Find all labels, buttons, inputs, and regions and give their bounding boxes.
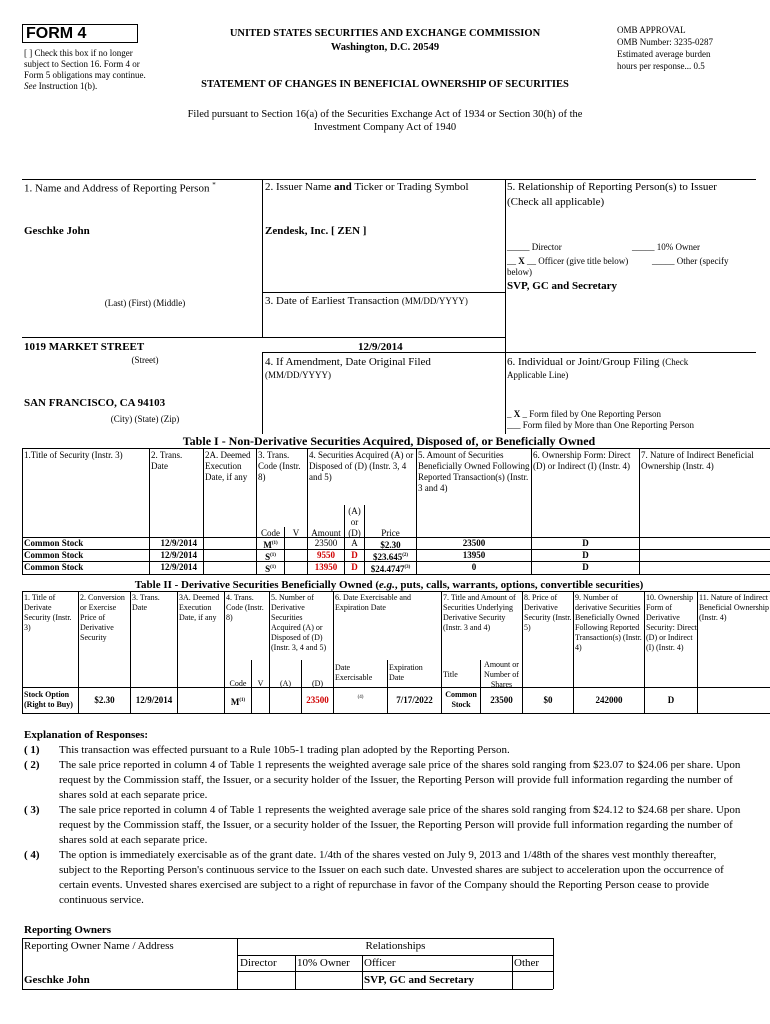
agency-name: UNITED STATES SECURITIES AND EXCHANGE COMMISSION — [229, 28, 541, 39]
street-label: (Street) — [131, 355, 159, 365]
t2-h6: 6. Date Exercisable and Expiration Date — [335, 593, 411, 612]
owners-col-rel: Relationships — [365, 940, 426, 952]
city-label: (City) (State) (Zip) — [110, 414, 180, 424]
t2-h5: 5. Number of Derivative Securities Acquired (A) or Disposed of (D) (Instr. 3, 4 and 5) — [271, 593, 327, 652]
t2-row-expiration: 7/17/2022 — [396, 695, 433, 705]
explanation-item — [24, 758, 744, 803]
t1-h4: 4. Securities Acquired (A) or Disposed of (D) (Instr. 3, 4 and 5) — [309, 450, 414, 482]
more-persons-option: ___ Form filed by More than One Reporting Person — [507, 420, 694, 430]
t2-sub-d: (D) — [311, 679, 324, 688]
t1-row-code — [257, 562, 284, 575]
t2-h4: 4. Trans. Code (Instr. 8) — [226, 593, 264, 622]
t1-row-date: 12/9/2014 — [160, 538, 197, 548]
other-option-2: below) — [507, 267, 532, 277]
t2-row-code-value: M — [230, 697, 240, 707]
street-address: 1019 MARKET STREET — [24, 341, 145, 353]
box1-label — [24, 181, 216, 195]
officer-title: SVP, GC and Secretary — [507, 280, 617, 292]
box4-format: (MM/DD/YYYY) — [265, 370, 331, 380]
issuer-name: Zendesk, Inc. [ ZEN ] — [265, 225, 367, 237]
explanation-text: This transaction was effected pursuant to a Rule 10b5-1 trading plan adopted by the Reporting Person. — [59, 744, 510, 756]
burden-line-2: hours per response... 0.5 — [617, 61, 705, 71]
explanation-list — [24, 743, 744, 908]
box2-label-b: Ticker or Trading Symbol — [354, 181, 469, 193]
t2-row-d: 23500 — [306, 695, 329, 705]
box3-label — [265, 295, 468, 307]
t2-row-und-title: Common Stock — [445, 690, 477, 709]
t2-row-price: $0 — [543, 695, 553, 705]
filed-pursuant-1: Filed pursuant to Section 16(a) of the Securities Exchange Act of 1934 or Section 30(h) of the — [187, 109, 583, 120]
t1-row-title: Common Stock — [24, 550, 84, 560]
box5-sub: (Check all applicable) — [507, 196, 605, 208]
explanation-item — [24, 743, 744, 758]
t1-h2a: 2A. Deemed Execution Date, if any — [205, 450, 251, 482]
t1-row-owned: 0 — [471, 562, 477, 572]
t1-row-amount: 9550 — [317, 550, 335, 560]
t1-h6: 6. Ownership Form: Direct (D) or Indirect (I) (Instr. 4) — [533, 450, 631, 471]
omb-number: OMB Number: 3235-0287 — [617, 37, 713, 47]
t2-sub-exercisable: Date Exercisable — [335, 663, 373, 682]
t2-h1: 1. Title of Derivate Security (Instr. 3) — [24, 593, 72, 632]
one-post: _ Form filed by One Reporting Person — [522, 409, 661, 419]
t1-row-title: Common Stock — [24, 538, 84, 548]
director-option: _____ Director — [507, 242, 562, 252]
checkbox-note-text: [ ] Check this box if no longer subject to Section 16. Form 4 or Form 5 obligations may continue. — [24, 48, 146, 80]
t2-h8: 8. Price of Derivative Security (Instr. 5) — [524, 593, 572, 632]
t2-sub-expiration: Expiration Date — [389, 663, 423, 682]
form-title: FORM 4 — [22, 24, 138, 43]
t2-row-date: 12/9/2014 — [135, 695, 173, 705]
t2-sub-v: V — [257, 679, 264, 688]
box3-label-text: 3. Date of Earliest Transaction — [265, 295, 400, 307]
t1-row-aord: D — [351, 562, 358, 572]
t1-sub-price: Price — [381, 528, 400, 538]
table2-title-eg: e.g. — [379, 579, 395, 591]
t1-h3: 3. Trans. Code (Instr. 8) — [258, 450, 301, 482]
instruction-ref: Instruction 1(b). — [38, 81, 98, 91]
checkbox-note — [24, 48, 152, 92]
name-parts-label: (Last) (First) (Middle) — [104, 298, 186, 308]
t2-sub-a: (A) — [279, 679, 292, 688]
burden-line-1: Estimated average burden — [617, 49, 711, 59]
t1-row-code-value: S — [265, 552, 271, 562]
t2-h7: 7. Title and Amount of Securities Underlying Derivative Security (Instr. 3 and 4) — [443, 593, 516, 632]
t2-sub-title: Title — [443, 670, 458, 679]
reporting-person-name: Geschke John — [24, 225, 90, 237]
ten-pct-option: _____ 10% Owner — [632, 242, 700, 252]
owners-col-ten: 10% Owner — [297, 957, 350, 969]
t2-row-conv: $2.30 — [94, 695, 115, 705]
t1-row-aord: A — [351, 538, 358, 548]
t2-h11: 11. Nature of Indirect Beneficial Ownership (Instr. 4) — [699, 593, 769, 622]
city-state-zip: SAN FRANCISCO, CA 94103 — [24, 397, 166, 409]
omb-approval: OMB APPROVAL — [617, 25, 686, 35]
box6-check: (Check — [662, 357, 689, 367]
explanation-num: ( 4) — [24, 849, 40, 861]
table2-title-a: Table II - Derivative Securities Beneficially Owned ( — [134, 579, 380, 591]
t2-row-exercisable-fn: (4) — [357, 695, 364, 700]
t1-row-code-value: S — [265, 564, 271, 574]
officer-post: __ Officer (give title below) — [527, 256, 629, 266]
statement-title: STATEMENT OF CHANGES IN BENEFICIAL OWNERSHIP OF SECURITIES — [201, 79, 569, 90]
explanation-item — [24, 848, 744, 908]
box1-label-text: 1. Name and Address of Reporting Person — [24, 182, 210, 195]
explanation-text: The sale price reported in column 4 of Table 1 represents the weighted average sale price of the shares sold ranging from $23.07 to $24.06 per share. Upon request by the Commission staff, the Issuer, or a security holder of the Issuer, the Reporting Person will provide full information regarding the number of shares sold at each separate price. — [59, 759, 741, 801]
t2-sub-amount: Amount or Number of Shares — [484, 660, 519, 689]
box6-label — [507, 356, 688, 368]
t1-row-date: 12/9/2014 — [160, 550, 197, 560]
t1-sub-code: Code — [261, 528, 280, 538]
t1-row-owned: 13950 — [462, 550, 486, 560]
t1-row-form: D — [582, 550, 589, 560]
explanation-num: ( 3) — [24, 804, 40, 816]
t1-h2: 2. Trans. Date — [151, 450, 183, 471]
t2-row-code-fn: (1) — [239, 698, 246, 703]
t2-h3a: 3A. Deemed Execution Date, if any — [179, 593, 220, 622]
box6-label-text: 6. Individual or Joint/Group Filing — [507, 356, 660, 368]
earliest-transaction-date: 12/9/2014 — [358, 341, 403, 353]
box4-label: 4. If Amendment, Date Original Filed — [265, 356, 431, 368]
owners-heading: Reporting Owners — [24, 924, 112, 936]
t2-row-owned: 242000 — [595, 695, 623, 705]
box6-sub: Applicable Line) — [507, 370, 569, 380]
explanation-heading: Explanation of Responses: — [24, 729, 149, 741]
t1-row-date: 12/9/2014 — [160, 562, 197, 572]
t1-row-code-fn: (1) — [271, 541, 278, 546]
t2-row-und-amount: 23500 — [490, 695, 513, 705]
t1-row-price-fn: (2) — [402, 553, 409, 558]
explanation-text: The option is immediately exercisable as of the grant date. 1/4th of the shares vested on July 9, 2013 and 1/48th of the shares vest monthly thereafter, subject to the Reporting Person's continuous service to the Issuer on each such date. Unvested shares are subject to acceleration upon the occurrence of certain events. Unvested shares exercised are subject to a right of repurchase in favor of the Company should the Reporting Person cease to provide continuous service. — [59, 849, 724, 906]
t1-sub-v: V — [292, 528, 300, 538]
one-person-option — [507, 409, 661, 419]
t1-row-amount: 23500 — [314, 538, 338, 548]
t2-row-title: Stock Option (Right to Buy) — [24, 690, 73, 709]
t1-sub-amount: Amount — [311, 528, 341, 538]
one-pre: _ — [507, 409, 512, 419]
owner-officer-title: SVP, GC and Secretary — [364, 974, 474, 986]
t1-row-price-value: $24.4747 — [370, 564, 405, 574]
owner-name: Geschke John — [24, 974, 90, 986]
t1-row-code-fn: (1) — [270, 553, 276, 558]
owners-col-name: Reporting Owner Name / Address — [24, 940, 174, 952]
owners-col-director: Director — [240, 957, 277, 969]
explanation-num: ( 1) — [24, 744, 40, 756]
t2-h9: 9. Number of derivative Securities Beneficially Owned Following Reported Transaction(s) (Instr. 4) — [575, 593, 642, 652]
omb-box — [617, 24, 757, 72]
t1-row-form: D — [582, 538, 589, 548]
owners-col-other: Other — [514, 957, 540, 969]
table1-title: Table I - Non-Derivative Securities Acquired, Disposed of, or Beneficially Owned — [182, 434, 596, 448]
explanation-text: The sale price reported in column 4 of Table 1 represents the weighted average sale price of the shares sold ranging from $24.12 to $24.68 per share. Upon request by the Commission staff, the Issuer, or a security holder of the Issuer, the Reporting Person will provide full information regarding the number of shares sold at each separate price. — [59, 804, 741, 846]
see-label: See — [24, 81, 37, 91]
filed-pursuant-2: Investment Company Act of 1940 — [313, 122, 457, 133]
officer-option — [507, 256, 628, 266]
t1-h5: 5. Amount of Securities Beneficially Owned Following Reported Transaction(s) (Instr. 3 and 4) — [418, 450, 530, 493]
t2-row-form: D — [667, 695, 675, 705]
box2-label-a: 2. Issuer Name — [265, 181, 332, 193]
t1-row-title: Common Stock — [24, 562, 84, 572]
t1-row-price — [365, 562, 416, 575]
one-x: X — [513, 409, 521, 419]
officer-x: X — [518, 256, 525, 266]
t1-row-code-value: M — [263, 540, 272, 550]
t1-h7: 7. Nature of Indirect Beneficial Ownership (Instr. 4) — [641, 450, 754, 471]
box3-format: (MM/DD/YYYY) — [401, 296, 468, 306]
explanation-item — [24, 803, 744, 848]
t1-row-aord: D — [351, 550, 358, 560]
t1-row-price-fn: (3) — [404, 565, 411, 570]
t1-row-amount: 13950 — [314, 562, 338, 572]
t1-row-price-value: $23.645 — [372, 552, 403, 562]
explanation-num: ( 2) — [24, 759, 40, 771]
t2-h3: 3. Trans. Date — [132, 593, 160, 612]
t2-h10: 10. Ownership Form of Derivative Security: Direct (D) or Indirect (I) (Instr. 4) — [646, 593, 697, 652]
officer-pre: __ — [507, 256, 516, 266]
t2-h2: 2. Conversion or Exercise Price of Derivative Security — [80, 593, 125, 642]
box2-label-and: and — [334, 181, 352, 193]
t1-row-form: D — [582, 562, 589, 572]
t2-sub-code: Code — [229, 679, 247, 688]
t1-sub-aord: (A) or (D) — [348, 506, 361, 538]
t1-row-code-fn: (1) — [270, 565, 276, 570]
box1-marker: * — [212, 181, 216, 189]
other-option: _____ Other (specify — [652, 256, 729, 266]
t2-row-code — [225, 695, 251, 708]
box5-label: 5. Relationship of Reporting Person(s) to Issuer — [507, 181, 717, 193]
owners-col-officer: Officer — [364, 957, 396, 969]
table2-title-b: , puts, calls, warrants, options, convertible securities) — [394, 579, 644, 591]
agency-location: Washington, D.C. 20549 — [330, 42, 440, 53]
t1-row-price-value: $2.30 — [380, 540, 401, 550]
t1-h1: 1.Title of Security (Instr. 3) — [24, 450, 123, 460]
box2-label — [265, 181, 469, 193]
t1-row-owned: 23500 — [462, 538, 486, 548]
